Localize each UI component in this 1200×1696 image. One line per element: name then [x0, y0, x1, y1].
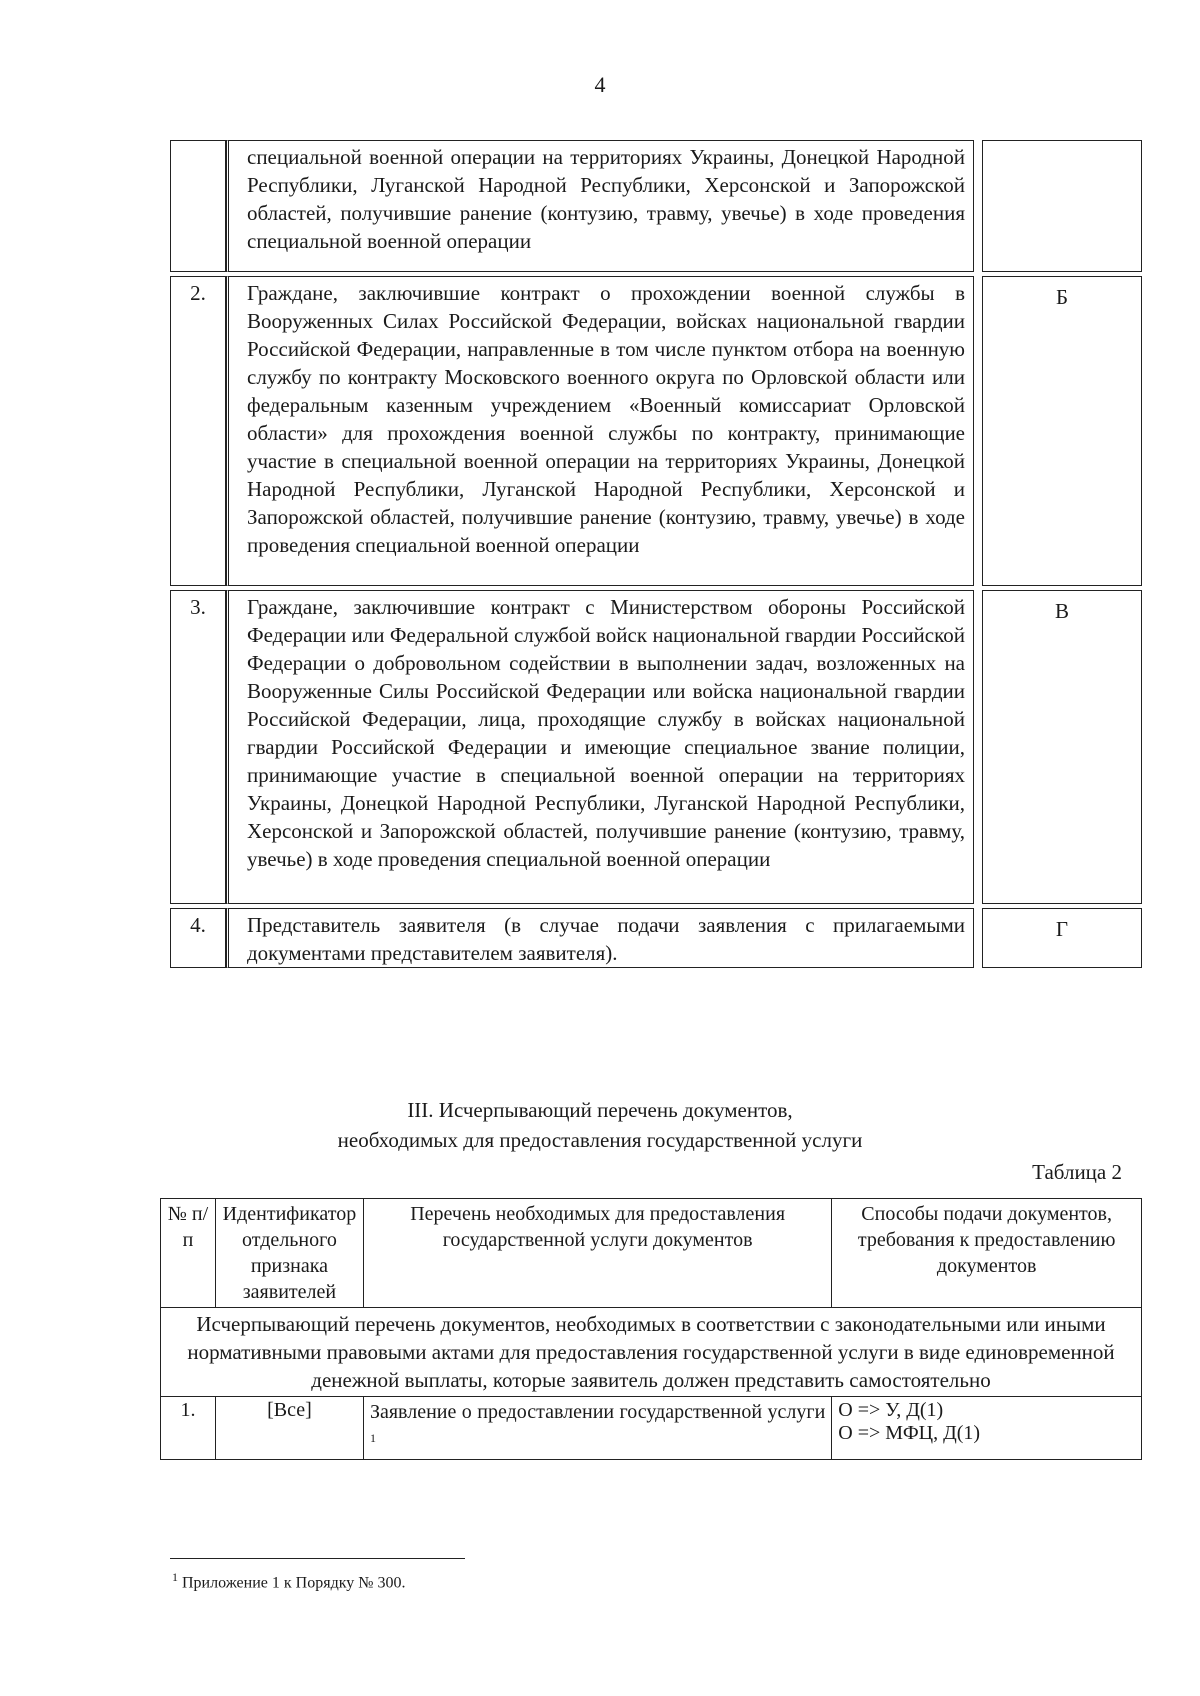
documents-table [160, 1198, 1142, 1460]
document-name: Заявление о предоставлении государственной услуги [369, 1401, 826, 1423]
row-document [363, 1397, 831, 1460]
page-number: 4 [594, 72, 606, 97]
method-line: О => МФЦ, Д(1) [838, 1422, 981, 1444]
row-code-cell: Б [982, 276, 1142, 586]
table-caption: Таблица 2 [1032, 1160, 1122, 1184]
table-section-row [161, 1308, 1142, 1397]
row-number: 1. [161, 1397, 216, 1460]
table-row [170, 276, 1144, 590]
applicant-categories-table [170, 140, 1144, 970]
header-documents: Перечень необходимых для предоставления государственной услуги документов [363, 1199, 831, 1308]
header-methods: Способы подачи документов, требования к предоставлению документов [832, 1199, 1142, 1308]
row-text-cell: Представитель заявителя (в случае подачи заявления с прилагаемыми документами представителем заявителя). [226, 908, 974, 968]
row-text-cell: Граждане, заключившие контракт о прохождении военной службы в Вооруженных Силах Российской Федерации, войсках национальной гвардии Российской Федерации, направленные в том числе пунктом отбора на военную службу по контракту Московского военного округа по Орловской области или федеральным казенным учреждением «Военный комиссариат Орловской области» для прохождения военной службы по контракту, принимающие участие в специальной военной операции на территориях Украины, Донецкой Народной Республики, Луганской Народной Республики, Херсонской и Запорожской областей, получившие ранение (контузию, травму, увечье) в ходе проведения специальной военной операции [226, 276, 974, 586]
table-row [170, 590, 1144, 908]
section-heading-line2: необходимых для предоставления государственной услуги [337, 1128, 863, 1152]
table-row [170, 140, 1144, 276]
table-header-row [161, 1199, 1142, 1308]
footnote-text: Приложение 1 к Порядку № 300. [182, 1574, 406, 1592]
footnote-mark: 1 [172, 1570, 178, 1584]
footnote [172, 1570, 406, 1592]
row-code-cell: Г [982, 908, 1142, 968]
row-identifier: [Все] [215, 1397, 363, 1460]
header-number: № п/п [161, 1199, 216, 1308]
method-line: О => У, Д(1) [838, 1399, 944, 1421]
row-number-cell: 3. [170, 590, 226, 904]
section-row-text: Исчерпывающий перечень документов, необходимых в соответствии с законодательными или иными нормативными правовыми актами для предоставления государственной услуги в виде единовременной денежной выплаты, которые заявитель должен представить самостоятельно [161, 1308, 1142, 1397]
section-heading: III. Исчерпывающий перечень документов, [407, 1098, 793, 1122]
row-code-cell: В [982, 590, 1142, 904]
header-identifier: Идентификатор отдельного признака заявителей [215, 1199, 363, 1308]
table-row [161, 1397, 1142, 1460]
footnote-reference: 1 [369, 1431, 376, 1445]
row-number-cell [170, 140, 226, 272]
row-text-cell: Граждане, заключившие контракт с Министерством обороны Российской Федерации или Федеральной службой войск национальной гвардии Российской Федерации о добровольном содействии в выполнении задач, возложенных на Вооруженные Силы Российской Федерации или войска национальной гвардии Российской Федерации, лица, проходящие службу в войсках национальной гвардии Российской Федерации и имеющие специальное звание полиции, принимающие участие в специальной военной операции на территориях Украины, Донецкой Народной Республики, Луганской Народной Республики, Херсонской и Запорожской областей, получившие ранение (контузию, травму, увечье) в ходе проведения специальной военной операции [226, 590, 974, 904]
row-text-cell: специальной военной операции на территориях Украины, Донецкой Народной Республики, Луганской Народной Республики, Херсонской и Запорожской областей, получившие ранение (контузию, травму, увечье) в ходе проведения специальной военной операции [226, 140, 974, 272]
footnote-divider [170, 1558, 465, 1559]
table-row [170, 908, 1144, 970]
row-code-cell [982, 140, 1142, 272]
row-number-cell: 4. [170, 908, 226, 968]
row-number-cell: 2. [170, 276, 226, 586]
row-methods [832, 1397, 1142, 1460]
